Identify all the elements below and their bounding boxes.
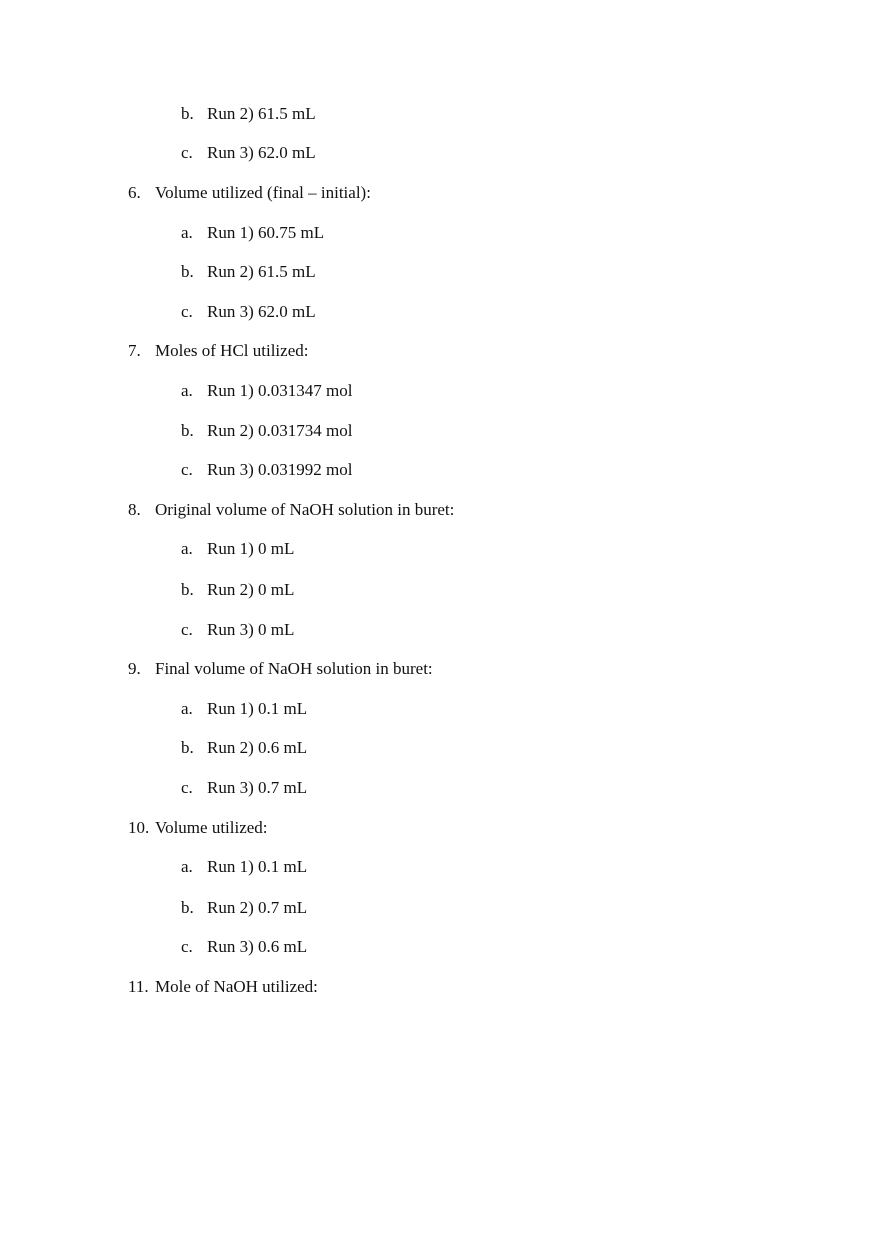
subitem-letter: b. xyxy=(181,104,194,123)
item-text: Original volume of NaOH solution in buret: xyxy=(155,500,455,519)
item-text: Final volume of NaOH solution in buret: xyxy=(155,659,433,678)
subitem-letter: a. xyxy=(181,539,193,558)
subitem-text: Run 1) 0.1 mL xyxy=(207,857,308,876)
subitem-letter: c. xyxy=(181,620,193,639)
subitem-text: Run 3) 0.7 mL xyxy=(207,778,308,797)
subitem-letter: c. xyxy=(181,302,193,321)
subitem-letter: a. xyxy=(181,223,193,242)
subitem-letter: b. xyxy=(181,898,194,917)
subitem-letter: b. xyxy=(181,421,194,440)
item-text: Moles of HCl utilized: xyxy=(155,341,309,360)
subitem-letter: b. xyxy=(181,262,194,281)
item-number: 11. xyxy=(128,977,149,996)
item-number: 9. xyxy=(128,659,141,678)
item-number: 7. xyxy=(128,341,141,360)
subitem-letter: b. xyxy=(181,738,194,757)
subitem-letter: a. xyxy=(181,381,193,400)
subitem-letter: a. xyxy=(181,699,193,718)
subitem-text: Run 3) 0.6 mL xyxy=(207,937,308,956)
subitem-letter: a. xyxy=(181,857,193,876)
subitem-text: Run 2) 61.5 mL xyxy=(207,104,316,123)
subitem-letter: c. xyxy=(181,778,193,797)
subitem-letter: c. xyxy=(181,937,193,956)
subitem-text: Run 3) 62.0 mL xyxy=(207,302,316,321)
item-text: Volume utilized (final – initial): xyxy=(155,183,371,202)
subitem-text: Run 2) 0.031734 mol xyxy=(207,421,353,440)
item-text: Volume utilized: xyxy=(155,818,268,837)
item-number: 6. xyxy=(128,183,141,202)
subitem-letter: c. xyxy=(181,460,193,479)
subitem-text: Run 1) 0 mL xyxy=(207,539,295,558)
subitem-text: Run 1) 0.031347 mol xyxy=(207,381,353,400)
item-number: 8. xyxy=(128,500,141,519)
subitem-letter: c. xyxy=(181,143,193,162)
item-number: 10. xyxy=(128,818,150,837)
subitem-text: Run 2) 0.6 mL xyxy=(207,738,308,757)
subitem-text: Run 3) 0 mL xyxy=(207,620,295,639)
subitem-letter: b. xyxy=(181,580,194,599)
item-text: Mole of NaOH utilized: xyxy=(155,977,318,996)
subitem-text: Run 2) 0 mL xyxy=(207,580,295,599)
subitem-text: Run 3) 0.031992 mol xyxy=(207,460,353,479)
subitem-text: Run 1) 60.75 mL xyxy=(207,223,325,242)
subitem-text: Run 1) 0.1 mL xyxy=(207,699,308,718)
subitem-text: Run 2) 61.5 mL xyxy=(207,262,316,281)
subitem-text: Run 2) 0.7 mL xyxy=(207,898,308,917)
subitem-text: Run 3) 62.0 mL xyxy=(207,143,316,162)
